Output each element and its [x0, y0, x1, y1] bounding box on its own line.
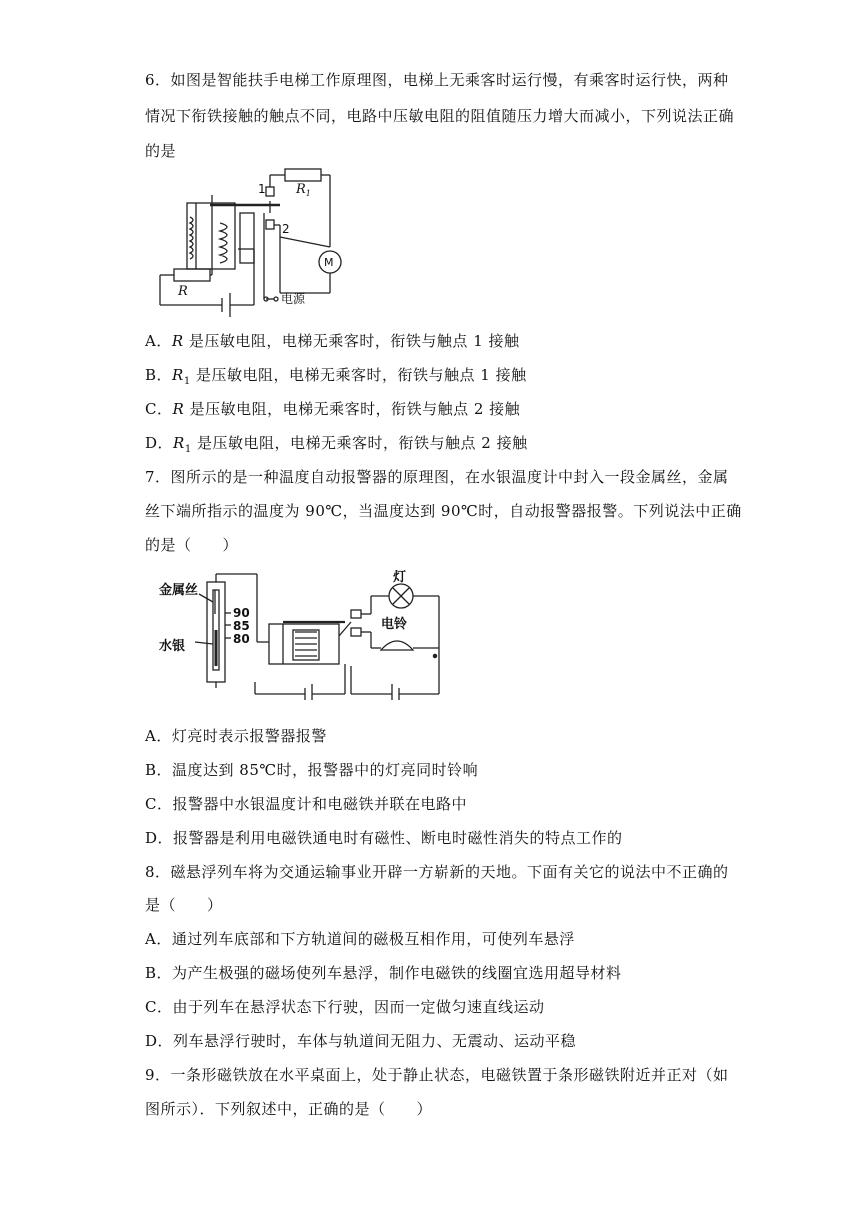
q6-option-b: B．$R_1$ 是压敏电阻，电梯无乘客时，衔铁与触点 1 接触 — [145, 366, 527, 387]
q7-wire-label: 金属丝 — [159, 583, 199, 598]
q7-option-b: B．温度达到 85℃时，报警器中的灯亮同时铃响 — [145, 761, 479, 779]
q7-tick-85: 85 — [233, 619, 250, 633]
q7-mercury-label: 水银 — [159, 639, 186, 654]
q7-tick-80: 80 — [233, 632, 250, 646]
q7-stem-line-3: 的是（ ） — [145, 536, 239, 554]
q6-stem-line-3: 的是 — [145, 142, 177, 160]
q6-contact-1-label: 1 — [258, 182, 266, 196]
q6-option-a: A．R 是压敏电阻，电梯无乘客时，衔铁与触点 1 接触 — [145, 332, 520, 350]
q7-tick-90: 90 — [233, 606, 250, 620]
q6-motor-label: M — [324, 256, 334, 269]
q8-stem-line-1: 8．磁悬浮列车将为交通运输事业开辟一方崭新的天地。下面有关它的说法中不正确的 — [145, 863, 729, 881]
q6-stem-line-1: 6．如图是智能扶手电梯工作原理图，电梯上无乘客时运行慢，有乘客时运行快，两种 — [145, 71, 729, 89]
q8-option-a: A．通过列车底部和下方轨道间的磁极互相作用，可使列车悬浮 — [145, 930, 575, 948]
q7-temperature-alarm-diagram — [155, 570, 445, 700]
q6-stem-line-2: 情况下衔铁接触的触点不同，电路中压敏电阻的阻值随压力增大而减小，下列说法正确 — [145, 107, 735, 125]
q7-stem-line-2: 丝下端所指示的温度为 90℃，当温度达到 90℃时，自动报警器报警。下列说法中正确 — [145, 502, 742, 520]
q7-lamp-label: 灯 — [393, 570, 407, 585]
q8-option-c: C．由于列车在悬浮状态下行驶，因而一定做匀速直线运动 — [145, 998, 545, 1016]
q6-elevator-circuit-diagram — [150, 165, 360, 325]
q6-r-label: R — [178, 284, 188, 299]
q6-option-c: C．R 是压敏电阻，电梯无乘客时，衔铁与触点 2 接触 — [145, 400, 521, 418]
q6-option-d: D．$R_1$ 是压敏电阻，电梯无乘客时，衔铁与触点 2 接触 — [145, 434, 528, 455]
q6-power-label: 电源 — [281, 292, 306, 306]
q7-stem-line-1: 7．图所示的是一种温度自动报警器的原理图，在水银温度计中封入一段金属丝，金属 — [145, 468, 729, 486]
q6-r1-label: R — [296, 182, 306, 197]
q7-option-a: A．灯亮时表示报警器报警 — [145, 727, 327, 745]
q8-option-b: B．为产生极强的磁场使列车悬浮，制作电磁铁的线圈宜选用超导材料 — [145, 964, 622, 982]
q8-stem-line-2: 是（ ） — [145, 896, 223, 914]
q9-stem-line-2: 图所示）．下列叙述中，正确的是（ ） — [145, 1100, 433, 1118]
q7-option-c: C．报警器中水银温度计和电磁铁并联在电路中 — [145, 795, 467, 813]
q6-r1-subscript: 1 — [305, 189, 311, 198]
q7-option-d: D．报警器是利用电磁铁通电时有磁性、断电时磁性消失的特点工作的 — [145, 829, 623, 847]
q8-option-d: D．列车悬浮行驶时，车体与轨道间无阻力、无震动、运动平稳 — [145, 1032, 577, 1050]
q7-bell-label: 电铃 — [381, 617, 408, 632]
svg-text:R1 — [295, 182, 311, 198]
q6-contact-2-label: 2 — [282, 222, 290, 236]
q9-stem-line-1: 9．一条形磁铁放在水平桌面上，处于静止状态，电磁铁置于条形磁铁附近并正对（如 — [145, 1066, 729, 1084]
